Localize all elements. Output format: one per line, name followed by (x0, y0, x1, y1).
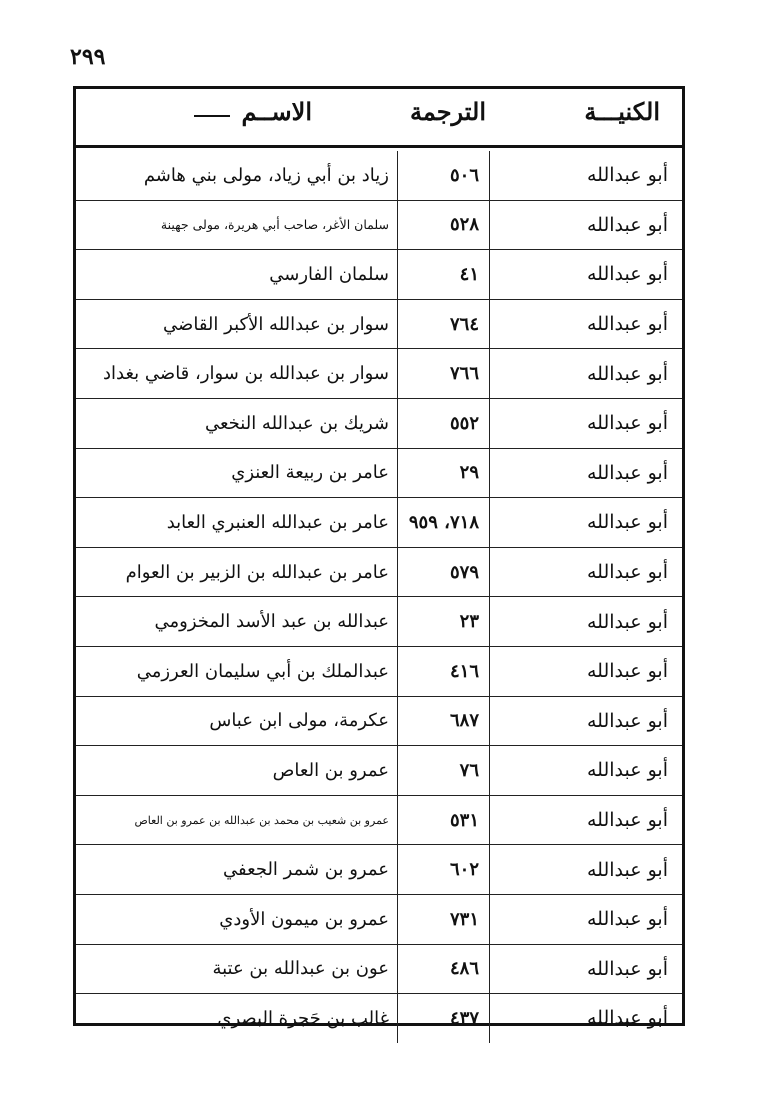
ism-cell: سلمان الأغر، صاحب أبي هريرة، مولى جهينة (160, 217, 389, 233)
ism-cell: سلمان الفارسي (269, 263, 389, 285)
kunya-cell: أبو عبدالله (586, 759, 668, 782)
kunya-cell: أبو عبدالله (586, 213, 668, 236)
kunya-cell: أبو عبدالله (586, 809, 668, 832)
tarjama-cell: ٤١٦ (397, 647, 490, 696)
kunya-cell: أبو عبدالله (586, 362, 668, 385)
ism-cell: عمرو بن ميمون الأودي (219, 908, 389, 930)
table-row (76, 796, 682, 846)
table-header (76, 89, 682, 148)
table-row (76, 349, 682, 399)
tarjama-cell: ٧٦ (397, 746, 490, 795)
ism-cell: عكرمة، مولى ابن عباس (209, 710, 389, 732)
ism-cell: عمرو بن شمر الجعفي (223, 859, 389, 881)
ism-cell: غالب بن حَجرة البصري (217, 1007, 389, 1029)
kunya-cell: أبو عبدالله (586, 709, 668, 732)
table-row (76, 250, 682, 300)
table-row (76, 647, 682, 697)
kunya-cell: أبو عبدالله (586, 461, 668, 484)
ism-cell: سوار بن عبدالله الأكبر القاضي (163, 313, 389, 335)
table-row (76, 399, 682, 449)
ism-cell: عمرو بن شعيب بن محمد بن عبدالله بن عمرو بن العاص (134, 813, 389, 827)
kunya-cell: أبو عبدالله (586, 561, 668, 584)
tarjama-cell: ٥٢٨ (397, 201, 490, 250)
table-row (76, 746, 682, 796)
header-tarjama: الترجمة (409, 97, 486, 126)
kunya-cell: أبو عبدالله (586, 263, 668, 286)
kunya-cell: أبو عبدالله (586, 957, 668, 980)
table-body (76, 151, 682, 1043)
table-row (76, 945, 682, 995)
table-row (76, 201, 682, 251)
tarjama-cell: ٦٨٧ (397, 697, 490, 746)
ism-cell: عبدالله بن عبد الأسد المخزومي (154, 611, 389, 633)
tarjama-cell: ٧١٨، ٩٥٩ (397, 498, 490, 547)
kunya-cell: أبو عبدالله (586, 164, 668, 187)
page-number: ٢٩٩ (70, 44, 106, 70)
ism-cell: عبدالملك بن أبي سليمان العرزمي (136, 660, 389, 682)
ism-cell: شريك بن عبدالله النخعي (204, 412, 389, 434)
table-row (76, 548, 682, 598)
table-row (76, 300, 682, 350)
header-kashida-line (194, 115, 230, 117)
tarjama-cell: ٥٠٦ (397, 151, 490, 200)
tarjama-cell: ٤٣٧ (397, 994, 490, 1043)
tarjama-cell: ٥٥٢ (397, 399, 490, 448)
tarjama-cell: ٧٦٦ (397, 349, 490, 398)
tarjama-cell: ٧٣١ (397, 895, 490, 944)
tarjama-cell: ٤١ (397, 250, 490, 299)
table-row (76, 895, 682, 945)
tarjama-cell: ٥٣١ (397, 796, 490, 845)
table-row (76, 597, 682, 647)
header-ism: الاســم (241, 97, 312, 126)
table-row (76, 994, 682, 1043)
table-row (76, 697, 682, 747)
ism-cell: عامر بن عبدالله بن الزبير بن العوام (125, 561, 389, 583)
kunya-cell: أبو عبدالله (586, 412, 668, 435)
tarjama-cell: ٧٦٤ (397, 300, 490, 349)
kunya-cell: أبو عبدالله (586, 610, 668, 633)
header-kunya: الكنيـــة (584, 97, 660, 126)
tarjama-cell: ٢٩ (397, 449, 490, 498)
ism-cell: عون بن عبدالله بن عتبة (212, 958, 389, 980)
kunya-cell: أبو عبدالله (586, 908, 668, 931)
table-row (76, 845, 682, 895)
kunya-cell: أبو عبدالله (586, 660, 668, 683)
ism-cell: عامر بن عبدالله العنبري العابد (166, 511, 389, 533)
ism-cell: عمرو بن العاص (272, 759, 389, 781)
kunya-cell: أبو عبدالله (586, 858, 668, 881)
kunya-cell: أبو عبدالله (586, 511, 668, 534)
index-table (73, 86, 685, 1030)
table-row (76, 151, 682, 201)
tarjama-cell: ٢٣ (397, 597, 490, 646)
ism-cell: زياد بن أبي زياد، مولى بني هاشم (143, 164, 389, 186)
tarjama-cell: ٥٧٩ (397, 548, 490, 597)
tarjama-cell: ٤٨٦ (397, 945, 490, 994)
ism-cell: عامر بن ربيعة العنزي (231, 462, 389, 484)
kunya-cell: أبو عبدالله (586, 1007, 668, 1030)
tarjama-cell: ٦٠٢ (397, 845, 490, 894)
ism-cell: سوار بن عبدالله بن سوار، قاضي بغداد (103, 363, 389, 385)
table-row (76, 449, 682, 499)
table-row (76, 498, 682, 548)
kunya-cell: أبو عبدالله (586, 313, 668, 336)
